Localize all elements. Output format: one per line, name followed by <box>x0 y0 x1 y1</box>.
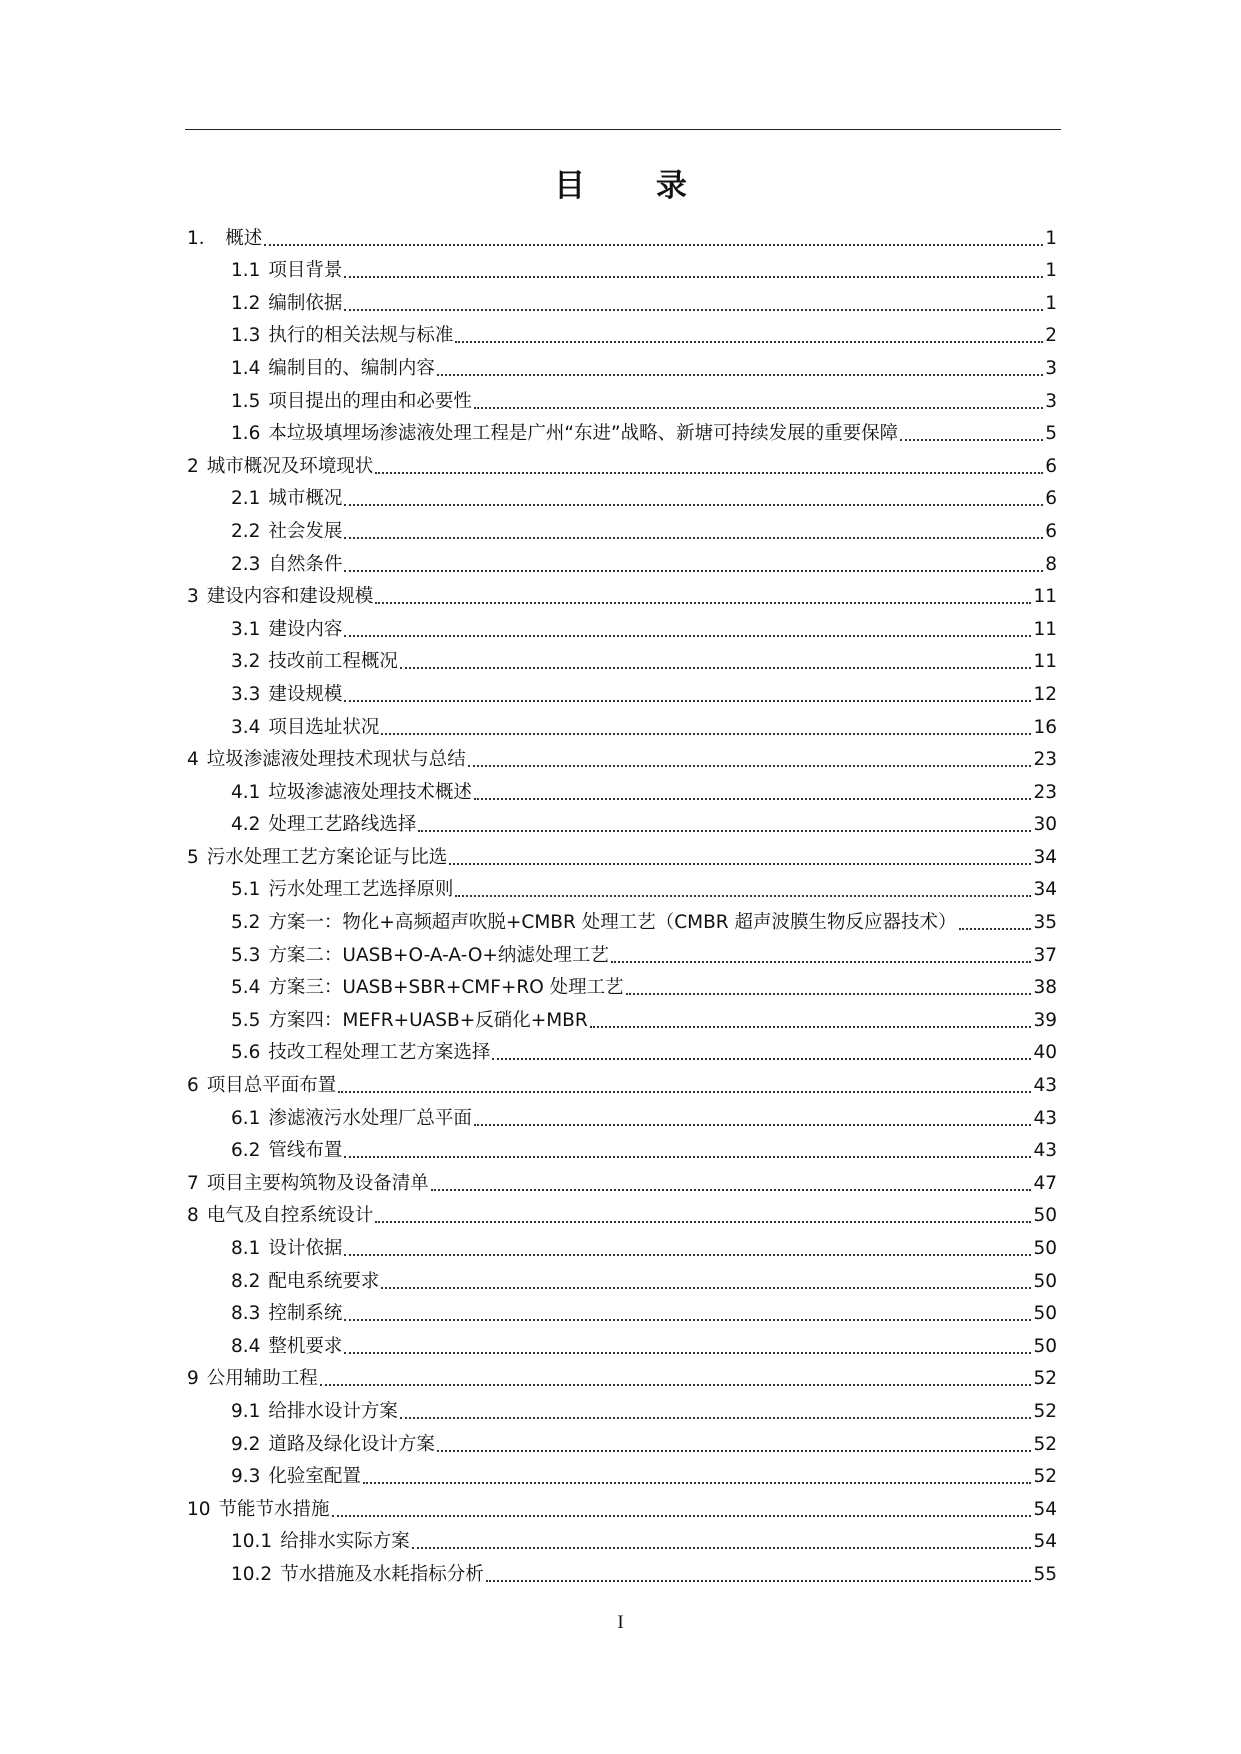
toc-entry[interactable] <box>187 674 1057 707</box>
toc-entry[interactable] <box>187 1098 1057 1131</box>
toc-entry-page: 43 <box>1033 1140 1057 1162</box>
toc-entry-title: 城市概况及环境现状 <box>206 455 374 477</box>
toc-entry[interactable] <box>187 707 1057 740</box>
toc-entry-label <box>231 357 435 381</box>
toc-entry[interactable] <box>187 1163 1057 1196</box>
toc-entry[interactable] <box>187 1065 1057 1098</box>
toc-entry[interactable] <box>187 1554 1057 1587</box>
dot-leader <box>474 1124 1032 1126</box>
toc-entry-title: 公用辅助工程 <box>206 1368 318 1390</box>
toc-entry-page: 6 <box>1045 488 1057 510</box>
toc-entry[interactable] <box>187 935 1057 968</box>
toc-entry-number: 3.3 <box>231 683 261 705</box>
toc-entry-number: 2.3 <box>231 553 261 575</box>
toc-entry-page: 12 <box>1033 683 1057 705</box>
toc-entry-title: 方案一：物化+高频超声吹脱+CMBR 处理工艺（CMBR 超声波膜生物反应器技术） <box>268 912 957 934</box>
toc-entry-number: 10.1 <box>231 1531 273 1553</box>
toc-entry[interactable] <box>187 642 1057 675</box>
toc-entry-page: 3 <box>1045 357 1057 379</box>
toc-entry-page: 54 <box>1033 1531 1057 1553</box>
toc-entry-number: 5.1 <box>231 879 261 901</box>
toc-entry-page: 50 <box>1033 1335 1057 1357</box>
toc-entry-number: 3.1 <box>231 618 261 640</box>
toc-entry-label <box>187 1204 373 1228</box>
toc-entry-title: 处理工艺路线选择 <box>268 814 417 836</box>
dot-leader <box>474 407 1043 409</box>
toc-entry-page: 3 <box>1045 390 1057 412</box>
toc-entry-label <box>231 1465 361 1489</box>
dot-leader <box>320 1384 1032 1386</box>
toc-entry-page: 5 <box>1045 423 1057 445</box>
toc-entry[interactable] <box>187 902 1057 935</box>
toc-entry-page: 37 <box>1033 944 1057 966</box>
toc-entry-label <box>231 1139 342 1163</box>
toc-entry-page: 11 <box>1033 618 1057 640</box>
toc-entry-label <box>187 585 373 609</box>
toc-entry-label <box>231 1335 342 1359</box>
dot-leader <box>449 863 1031 865</box>
toc-entry-label <box>231 878 453 902</box>
toc-entry-title: 控制系统 <box>268 1303 343 1325</box>
toc-entry[interactable] <box>187 1457 1057 1490</box>
toc-entry[interactable] <box>187 544 1057 577</box>
dot-leader <box>412 1547 1032 1549</box>
dot-leader <box>344 504 1043 506</box>
toc-entry-number: 10 <box>187 1498 211 1520</box>
dot-leader <box>344 537 1043 539</box>
toc-entry-number: 1.1 <box>231 260 261 282</box>
dot-leader <box>959 928 1032 930</box>
toc-entry[interactable] <box>187 968 1057 1001</box>
toc-entry-number: 5.5 <box>231 1009 261 1031</box>
toc-entry-title: 整机要求 <box>268 1335 343 1357</box>
toc-entry-label <box>231 1237 342 1261</box>
toc-entry-title: 建设内容和建设规模 <box>206 586 374 608</box>
toc-entry-label <box>187 1498 330 1522</box>
toc-entry-label <box>231 1009 588 1033</box>
toc-entry-title: 技改前工程概况 <box>268 651 398 673</box>
toc-entry-title: 设计依据 <box>268 1238 343 1259</box>
toc-entry-number: 5.6 <box>231 1042 261 1064</box>
dot-leader <box>344 1254 1031 1256</box>
toc-entry[interactable] <box>187 479 1057 512</box>
toc-entry[interactable] <box>187 1131 1057 1164</box>
toc-entry-page: 52 <box>1033 1368 1057 1390</box>
toc-entry-title: 项目主要构筑物及设备清单 <box>206 1172 429 1194</box>
toc-entry-page: 6 <box>1045 520 1057 542</box>
toc-entry-title: 给排水设计方案 <box>268 1400 398 1422</box>
toc-entry-title: 污水处理工艺选择原则 <box>268 879 454 901</box>
toc-entry-label <box>231 324 453 348</box>
toc-entry-title: 社会发展 <box>268 520 343 542</box>
toc-entry-number: 1.5 <box>231 390 261 412</box>
toc-entry-title: 自然条件 <box>268 553 343 575</box>
dot-leader <box>344 570 1043 572</box>
toc-entry-number: 5.3 <box>231 944 261 966</box>
toc-entry-title: 技改工程处理工艺方案选择 <box>268 1042 491 1064</box>
table-of-contents <box>187 218 1057 1587</box>
toc-entry-page: 23 <box>1033 749 1057 771</box>
toc-entry-page: 52 <box>1033 1433 1057 1455</box>
toc-entry-page: 11 <box>1033 651 1057 673</box>
toc-entry-page: 50 <box>1033 1303 1057 1325</box>
toc-entry-page: 1 <box>1045 227 1057 249</box>
toc-entry-label <box>231 1270 379 1294</box>
toc-entry-page: 16 <box>1033 716 1057 738</box>
dot-leader <box>363 1482 1032 1484</box>
toc-entry[interactable] <box>187 1391 1057 1424</box>
toc-entry-label <box>231 422 898 446</box>
toc-entry-label <box>231 976 624 1000</box>
toc-entry-title: 执行的相关法规与标准 <box>268 325 454 347</box>
toc-entry-label <box>187 1367 318 1391</box>
page-number: I <box>617 1612 624 1633</box>
toc-entry-title: 道路及绿化设计方案 <box>268 1433 435 1455</box>
toc-entry-label <box>187 227 262 251</box>
dot-leader <box>492 1058 1031 1060</box>
toc-entry-label <box>231 292 342 316</box>
toc-entry-number: 5.4 <box>231 977 261 999</box>
toc-entry-number: 7 <box>187 1172 199 1194</box>
toc-entry[interactable] <box>187 577 1057 610</box>
toc-entry-title: 本垃圾填埋场渗滤液处理工程是广州“东进”战略、新塘可持续发展的重要保障 <box>268 423 899 445</box>
toc-entry-label <box>231 390 472 414</box>
header-rule <box>185 129 1061 130</box>
toc-entry[interactable] <box>187 381 1057 414</box>
toc-entry-label <box>231 1530 410 1554</box>
toc-entry-page: 1 <box>1045 292 1057 314</box>
toc-entry-label <box>231 1107 472 1131</box>
toc-entry-number: 8.2 <box>231 1270 261 1292</box>
toc-entry[interactable] <box>187 870 1057 903</box>
toc-entry-label <box>231 683 342 707</box>
toc-entry-label <box>231 944 609 968</box>
toc-entry-number: 1.4 <box>231 357 261 379</box>
toc-entry-page: 54 <box>1033 1498 1057 1520</box>
toc-entry-page: 35 <box>1033 912 1057 934</box>
toc-entry-page: 8 <box>1045 553 1057 575</box>
toc-entry-number: 3 <box>187 586 199 608</box>
toc-entry[interactable] <box>187 414 1057 447</box>
toc-entry[interactable] <box>187 837 1057 870</box>
toc-entry-number: 9.1 <box>231 1400 261 1422</box>
toc-entry-title: 项目选址状况 <box>268 716 380 738</box>
toc-entry-page: 34 <box>1033 846 1057 868</box>
toc-entry-title: 节能节水措施 <box>218 1498 330 1520</box>
dot-leader <box>611 961 1032 963</box>
toc-entry-title: 化验室配置 <box>268 1466 361 1488</box>
toc-entry-label <box>187 1172 429 1196</box>
toc-entry-label <box>187 455 373 479</box>
toc-entry[interactable] <box>187 251 1057 284</box>
dot-leader <box>344 276 1043 278</box>
toc-entry[interactable] <box>187 446 1057 479</box>
toc-entry[interactable] <box>187 1424 1057 1457</box>
toc-entry-number: 4.2 <box>231 814 261 836</box>
dot-leader <box>455 341 1043 343</box>
toc-entry[interactable] <box>187 1359 1057 1392</box>
dot-leader <box>344 700 1031 702</box>
dot-leader <box>590 1026 1032 1028</box>
toc-entry-label <box>231 553 342 577</box>
toc-entry-number: 3.4 <box>231 716 261 738</box>
dot-leader <box>468 765 1032 767</box>
toc-entry[interactable] <box>187 1261 1057 1294</box>
toc-entry-number: 1.2 <box>231 292 261 314</box>
toc-entry-page: 2 <box>1045 325 1057 347</box>
toc-entry-page: 30 <box>1033 814 1057 836</box>
toc-entry-number: 4.1 <box>231 781 261 803</box>
toc-entry-page: 50 <box>1033 1205 1057 1227</box>
dot-leader <box>338 1091 1031 1093</box>
toc-entry-page: 43 <box>1033 1075 1057 1097</box>
dot-leader <box>400 1417 1032 1419</box>
toc-entry-label <box>231 716 379 740</box>
toc-entry-title: 方案三：UASB+SBR+CMF+RO 处理工艺 <box>268 977 624 999</box>
toc-entry[interactable] <box>187 1326 1057 1359</box>
toc-entry-number: 5.2 <box>231 912 261 934</box>
toc-entry-title: 项目背景 <box>268 260 343 282</box>
toc-entry[interactable] <box>187 1228 1057 1261</box>
toc-entry-label <box>231 1302 342 1326</box>
toc-entry-label <box>187 1074 336 1098</box>
toc-entry-title: 建设规模 <box>268 683 343 705</box>
toc-entry-number: 5 <box>187 846 199 868</box>
toc-entry-number: 8.4 <box>231 1335 261 1357</box>
toc-entry-page: 39 <box>1033 1009 1057 1031</box>
toc-entry-page: 55 <box>1033 1563 1057 1585</box>
dot-leader <box>381 1287 1031 1289</box>
toc-entry-page: 52 <box>1033 1400 1057 1422</box>
toc-entry-number: 6.1 <box>231 1107 261 1129</box>
toc-entry-title: 编制目的、编制内容 <box>268 357 435 379</box>
toc-entry-number: 6 <box>187 1075 199 1097</box>
toc-entry-number: 2 <box>187 455 199 477</box>
toc-entry-label <box>231 911 957 935</box>
toc-entry-page: 50 <box>1033 1270 1057 1292</box>
toc-entry[interactable] <box>187 1196 1057 1229</box>
dot-leader <box>375 602 1031 604</box>
toc-entry-page: 47 <box>1033 1172 1057 1194</box>
toc-entry-page: 6 <box>1045 455 1057 477</box>
toc-entry-label <box>231 487 342 511</box>
dot-leader <box>381 733 1031 735</box>
toc-entry-title: 污水处理工艺方案论证与比选 <box>206 846 448 868</box>
toc-entry-page: 34 <box>1033 879 1057 901</box>
toc-entry-title: 电气及自控系统设计 <box>206 1205 374 1227</box>
dot-leader <box>344 1156 1031 1158</box>
toc-entry-label <box>187 846 447 870</box>
toc-entry-label <box>231 813 416 837</box>
toc-entry-title: 建设内容 <box>268 618 343 640</box>
toc-entry-title: 管线布置 <box>268 1140 343 1162</box>
dot-leader <box>344 635 1031 637</box>
toc-entry-label <box>231 650 398 674</box>
toc-entry-number: 8.1 <box>231 1238 261 1259</box>
dot-leader <box>455 895 1031 897</box>
dot-leader <box>437 1450 1032 1452</box>
toc-entry-page: 50 <box>1033 1238 1057 1259</box>
toc-entry-number: 8 <box>187 1205 199 1227</box>
dot-leader <box>344 1319 1031 1321</box>
dot-leader <box>418 830 1031 832</box>
dot-leader <box>332 1515 1032 1517</box>
dot-leader <box>474 798 1032 800</box>
toc-entry-number: 8.3 <box>231 1303 261 1325</box>
toc-entry-title: 编制依据 <box>268 292 343 314</box>
toc-entry[interactable] <box>187 218 1057 251</box>
toc-entry-number: 10.2 <box>231 1563 273 1585</box>
dot-leader <box>400 667 1032 669</box>
toc-entry-label <box>231 1563 484 1587</box>
toc-entry[interactable] <box>187 283 1057 316</box>
toc-entry[interactable] <box>187 772 1057 805</box>
toc-entry-number: 9.2 <box>231 1433 261 1455</box>
page-title: 目 录 <box>554 168 717 204</box>
toc-entry-page: 23 <box>1033 781 1057 803</box>
toc-entry-page: 40 <box>1033 1042 1057 1064</box>
toc-entry-title: 城市概况 <box>268 488 343 510</box>
toc-entry-number: 2.1 <box>231 488 261 510</box>
dot-leader <box>437 374 1043 376</box>
toc-entry[interactable] <box>187 348 1057 381</box>
dot-leader <box>900 439 1043 441</box>
toc-entry-number: 9.3 <box>231 1466 261 1488</box>
toc-entry-page: 11 <box>1033 586 1057 608</box>
toc-entry[interactable] <box>187 805 1057 838</box>
toc-entry-number: 1.3 <box>231 325 261 347</box>
toc-entry-title: 方案四：MEFR+UASB+反硝化+MBR <box>268 1009 588 1031</box>
dot-leader <box>264 244 1043 246</box>
toc-entry-title: 项目总平面布置 <box>206 1075 337 1097</box>
toc-entry-title: 项目提出的理由和必要性 <box>268 390 472 412</box>
toc-entry-number: 2.2 <box>231 520 261 542</box>
toc-entry-title: 概述 <box>225 227 263 249</box>
toc-entry[interactable] <box>187 740 1057 773</box>
toc-entry[interactable] <box>187 511 1057 544</box>
toc-entry[interactable] <box>187 1294 1057 1327</box>
toc-entry-number: 9 <box>187 1368 199 1390</box>
toc-entry[interactable] <box>187 316 1057 349</box>
toc-entry[interactable] <box>187 1489 1057 1522</box>
toc-entry-number: 1． <box>187 227 218 249</box>
toc-entry-label <box>231 781 472 805</box>
toc-entry-title: 渗滤液污水处理厂总平面 <box>268 1107 472 1129</box>
toc-entry-label <box>231 520 342 544</box>
dot-leader <box>375 472 1043 474</box>
toc-entry-title: 垃圾渗滤液处理技术现状与总结 <box>206 749 466 771</box>
toc-entry-number: 6.2 <box>231 1140 261 1162</box>
toc-entry-title: 给排水实际方案 <box>280 1531 410 1553</box>
toc-entry-number: 4 <box>187 749 199 771</box>
toc-entry-title: 配电系统要求 <box>268 1270 380 1292</box>
dot-leader <box>375 1221 1031 1223</box>
toc-entry-label <box>231 1433 435 1457</box>
toc-entry-label <box>231 259 342 283</box>
toc-entry[interactable] <box>187 1033 1057 1066</box>
toc-entry-number: 3.2 <box>231 651 261 673</box>
toc-entry[interactable] <box>187 1522 1057 1555</box>
dot-leader <box>344 1352 1031 1354</box>
dot-leader <box>486 1580 1032 1582</box>
toc-entry-title: 垃圾渗滤液处理技术概述 <box>268 781 472 803</box>
dot-leader <box>626 993 1032 995</box>
toc-entry[interactable] <box>187 609 1057 642</box>
toc-entry-label <box>231 1041 490 1065</box>
toc-entry-number: 1.6 <box>231 423 261 445</box>
toc-entry-label <box>231 1400 398 1424</box>
dot-leader <box>344 309 1043 311</box>
toc-entry-page: 38 <box>1033 977 1057 999</box>
toc-entry-page: 52 <box>1033 1466 1057 1488</box>
toc-entry-title: 节水措施及水耗指标分析 <box>280 1563 484 1585</box>
toc-entry-label <box>187 748 466 772</box>
toc-entry-page: 43 <box>1033 1107 1057 1129</box>
toc-entry[interactable] <box>187 1000 1057 1033</box>
dot-leader <box>431 1189 1032 1191</box>
toc-entry-label <box>231 618 342 642</box>
toc-entry-title: 方案二：UASB+O-A-A-O+纳滤处理工艺 <box>268 944 609 966</box>
toc-entry-page: 1 <box>1045 260 1057 282</box>
